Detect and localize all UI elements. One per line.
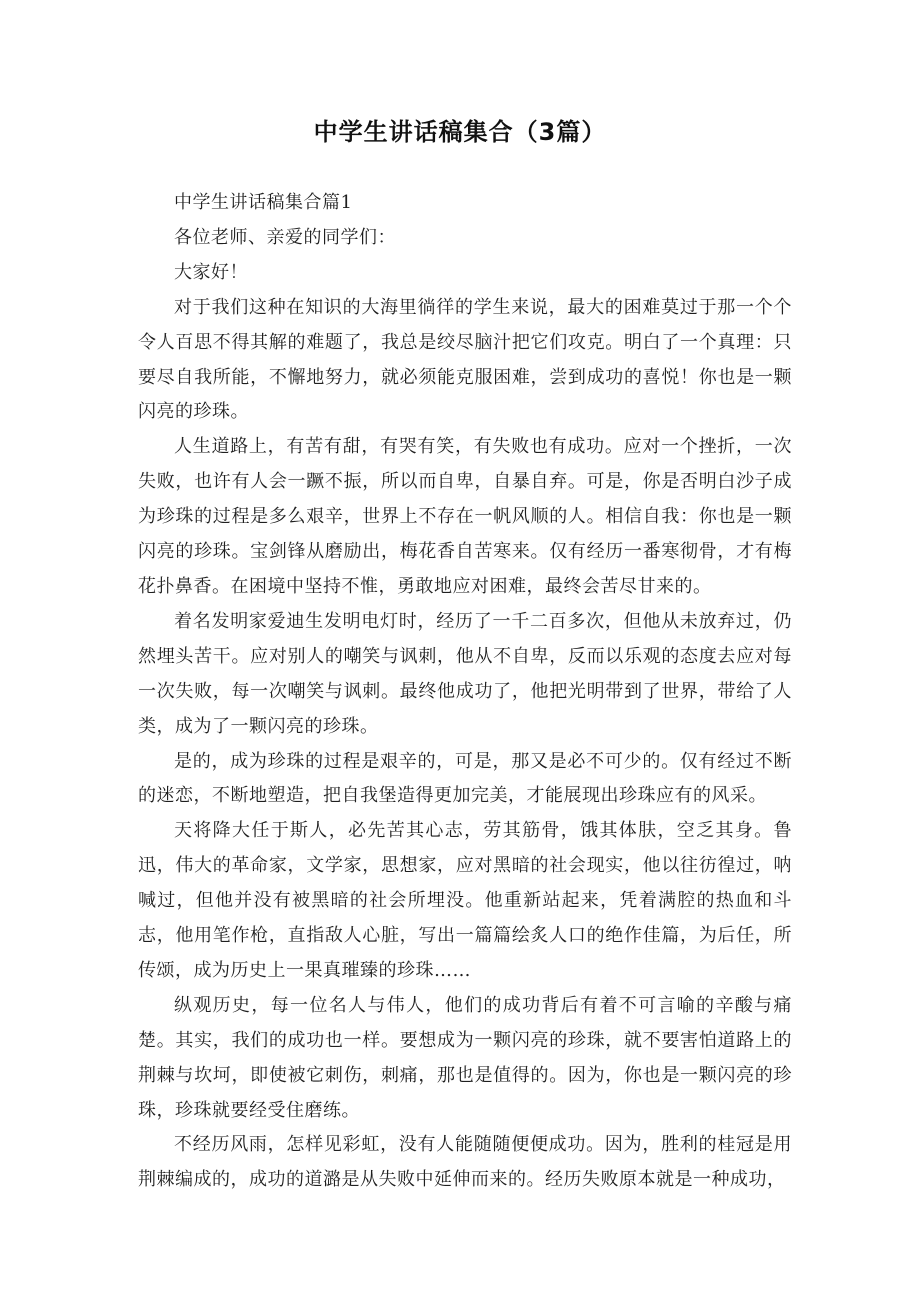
paragraph: 不经历风雨，怎样见彩虹，没有人能随随便便成功。因为，胜利的桂冠是用荆棘编成的，成功的道潞是从失败中延伸而来的。经历失败原本就是一种成功， [138, 1134, 792, 1191]
paragraph: 对于我们这种在知识的大海里徜徉的学生来说，最大的困难莫过于那一个个令人百思不得其解的难题了，我总是绞尽脑汁把它们攻克。明白了一个真理：只要尽自我所能，不懈地努力，就必须能克服困难，尝到成功的喜悦！你也是一颗闪亮的珍珠。 [138, 296, 792, 423]
salutation: 各位老师、亲爱的同学们： [174, 226, 396, 248]
section-heading: 中学生讲话稿集合篇1 [174, 192, 353, 213]
paragraph: 是的，成为珍珠的过程是艰辛的，可是，那又是必不可少的。仅有经过不断的迷恋，不断地塑造，把自我堡造得更加完美，才能展现出珍珠应有的风采。 [138, 750, 792, 807]
paragraph: 天将降大任于斯人，必先苦其心志，劳其筋骨，饿其体肤，空乏其身。鲁迅，伟大的革命家，文学家，思想家，应对黑暗的社会现实，他以往彷徨过，呐喊过，但他并没有被黑暗的社会所埋没。他重新站起来，凭着满腔的热血和斗志，他用笔作枪，直指敌人心脏，写出一篇篇绘炙人口的绝作佳篇，为后任，所传颂，成为历史上一果真璀臻的珍珠…… [138, 820, 792, 981]
paragraph: 纵观历史，每一位名人与伟人，他们的成功背后有着不可言喻的辛酸与痛楚。其实，我们的成功也一样。要想成为一颗闪亮的珍珠，就不要害怕道路上的荆棘与坎坷，即使被它刺伤，刺痛，那也是值得的。因为，你也是一颗闪亮的珍珠，珍珠就要经受住磨练。 [138, 994, 792, 1121]
greeting: 大家好！ [174, 261, 248, 283]
document-title: 中学生讲话稿集合（3篇） [313, 118, 607, 146]
paragraph: 着名发明家爱迪生发明电灯时，经历了一千二百多次，但他从未放弃过，仍然埋头苦干。应对别人的嘲笑与讽刺，他从不自卑，反而以乐观的态度去应对每一次失败，每一次嘲笑与讽刺。最终他成功了，他把光明带到了世界，带给了人类，成为了一颗闪亮的珍珠。 [138, 610, 792, 737]
document-body [138, 186, 792, 1198]
paragraph: 人生道路上，有苦有甜，有哭有笑，有失败也有成功。应对一个挫折，一次失败，也许有人会一蹶不振，所以而自卑，自暴自弃。可是，你是否明白沙子成为珍珠的过程是多么艰辛，世界上不存在一帆风顺的人。相信自我：你也是一颗闪亮的珍珠。宝剑锋从磨励出，梅花香自苦寒来。仅有经历一番寒彻骨，才有梅花扑鼻香。在困境中坚持不惟，勇敢地应对困难，最终会苦尽甘来的。 [138, 436, 792, 597]
